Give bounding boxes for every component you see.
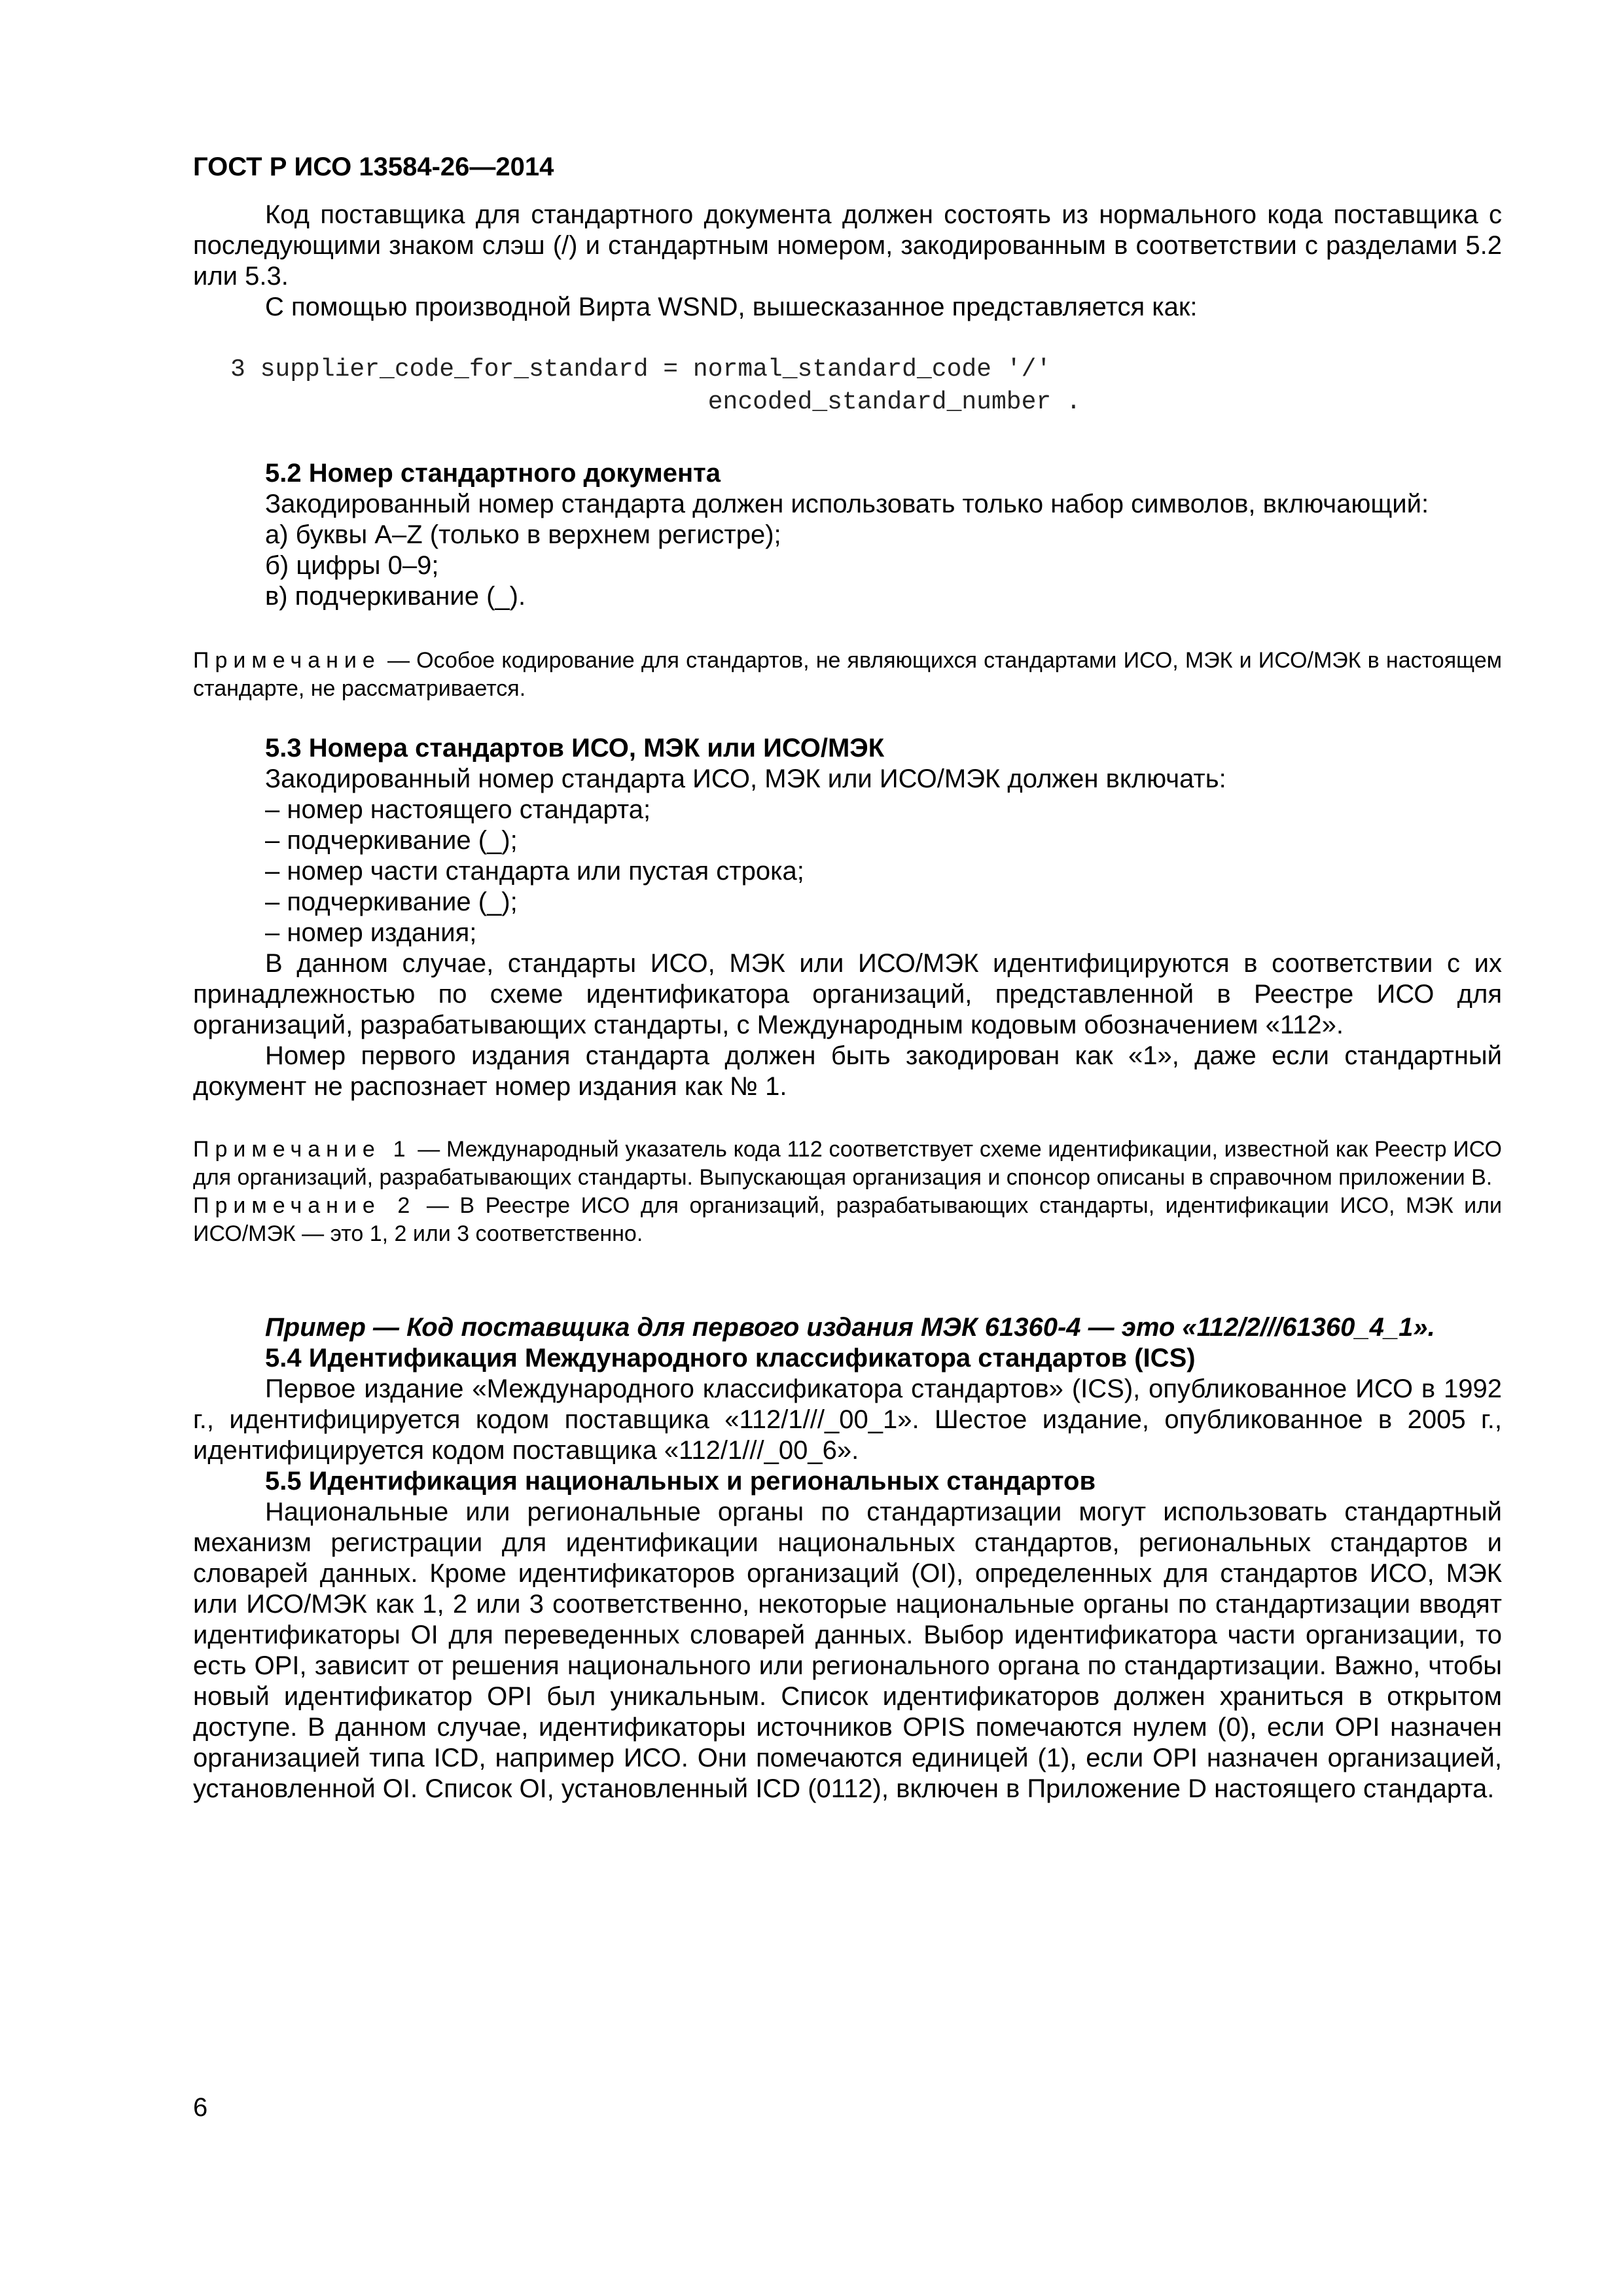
- note-text: — В Реестре ИСО для организаций, разрабатывающих стандарты, идентификации ИСО, МЭК или ИСО/МЭК — это 1, 2 или 3 соответственно.: [193, 1193, 1503, 1246]
- section-5-5-paragraph: Национальные или региональные органы по стандартизации могут использовать стандартный механизм регистрации для идентификации национальных стандартов, региональных стандартов и словарей данных. Кроме идентификаторов организаций (OI), определенных для стандартов ИСО, МЭК или ИСО/МЭК как 1, 2 или 3 соответственно, некоторые национальные органы по стандартизации вводят идентификаторы OI для переведенных словарей данных. Выбор идентификатора части организации, то есть OPI, зависит от решения национального или регионального органа по стандартизации. Важно, чтобы новый идентификатор OPI был уникальным. Список идентификаторов должен храниться в открытом доступе. В данном случае, идентификаторы источников OPIS помечаются нулем (0), если OPI назначен организацией типа ICD, например ИСО. Они помечаются единицей (1), если OPI назначен организацией, установленной OI. Список OI, установленный ICD (0112), включен в Приложение D настоящего стандарта.: [193, 1498, 1502, 1803]
- section-5-2-note: [193, 647, 1502, 703]
- section-5-3-paragraph-3: Номер первого издания стандарта должен быть закодирован как «1», даже если стандартный документ не распознает номер издания как № 1.: [193, 1041, 1502, 1101]
- section-5-5-heading: 5.5 Идентификация национальных и региональных стандартов: [265, 1467, 1096, 1496]
- list-item: в) подчеркивание (_).: [265, 582, 526, 611]
- section-5-3-paragraph-2: В данном случае, стандарты ИСО, МЭК или ИСО/МЭК идентифицируются в соответствии с их принадлежностью по схеме идентификатора организаций, представленной в Реестре ИСО для организаций, разрабатывающих стандарты, с Международным кодовым обозначением «112».: [193, 949, 1502, 1039]
- code-line-2: encoded_standard_number .: [230, 388, 1081, 416]
- page-number: 6: [193, 2093, 208, 2122]
- section-5-2: [193, 458, 1502, 612]
- section-5-3-paragraph-1: Закодированный номер стандарта ИСО, МЭК или ИСО/МЭК должен включать:: [265, 764, 1226, 793]
- note-5-2: [193, 647, 1502, 703]
- note-label: Примечание 1: [193, 1137, 412, 1162]
- section-5-3: [193, 733, 1502, 1102]
- list-item: б) цифры 0–9;: [265, 551, 439, 580]
- note-1: [193, 1136, 1502, 1192]
- section-5-3-heading: 5.3 Номера стандартов ИСО, МЭК или ИСО/МЭК: [265, 734, 885, 762]
- code-line-1: 3 supplier_code_for_standard = normal_standard_code '/': [230, 355, 1052, 384]
- list-item: – подчеркивание (_);: [265, 888, 518, 916]
- list-item: – номер настоящего стандарта;: [265, 795, 651, 824]
- intro-paragraph-2: С помощью производной Вирта WSND, вышесказанное представляется как:: [265, 293, 1198, 321]
- section-5-4-heading: 5.4 Идентификация Международного классификатора стандартов (ICS): [265, 1344, 1196, 1372]
- section-5-4-paragraph: Первое издание «Международного классификатора стандартов» (ICS), опубликованное ИСО в 1992 г., идентифицируется кодом поставщика «112/1///_00_1». Шестое издание, опубликованное в 2005 г., идентифицируется кодом поставщика «112/1///_00_6».: [193, 1374, 1502, 1465]
- section-5-2-heading: 5.2 Номер стандартного документа: [265, 459, 721, 488]
- note-label: Примечание 2: [193, 1193, 416, 1218]
- list-item: а) буквы A–Z (только в верхнем регистре);: [265, 520, 781, 549]
- list-item: – номер издания;: [265, 918, 477, 947]
- list-item: – номер части стандарта или пустая строка;: [265, 857, 804, 886]
- intro-section: [193, 200, 1502, 323]
- note-label: Примечание: [193, 648, 381, 673]
- wsnd-code-block: [230, 353, 1539, 419]
- list-item: – подчеркивание (_);: [265, 826, 518, 855]
- section-5-2-paragraph: Закодированный номер стандарта должен использовать только набор символов, включающий:: [265, 490, 1429, 518]
- note-text: — Особое кодирование для стандартов, не являющихся стандартами ИСО, МЭК и ИСО/МЭК в настоящем стандарте, не рассматривается.: [193, 648, 1502, 701]
- document-header: ГОСТ Р ИСО 13584-26—2014: [193, 152, 554, 181]
- example-line: Пример — Код поставщика для первого издания МЭК 61360-4 — это «112/2///61360_4_1».: [265, 1313, 1435, 1342]
- note-text: — Международный указатель кода 112 соответствует схеме идентификации, известной как Реестр ИСО для организаций, разрабатывающих стандарты. Выпускающая организация и спонсор описаны в справочном приложении B.: [193, 1137, 1502, 1190]
- intro-paragraph-1: Код поставщика для стандартного документа должен состоять из нормального кода поставщика с последующими знаком слэш (/) и стандартным номером, закодированным в соответствии с разделами 5.2 или 5.3.: [193, 200, 1502, 291]
- example-and-sections: [193, 1312, 1502, 1804]
- section-5-3-notes: [193, 1136, 1502, 1248]
- note-2: [193, 1192, 1502, 1248]
